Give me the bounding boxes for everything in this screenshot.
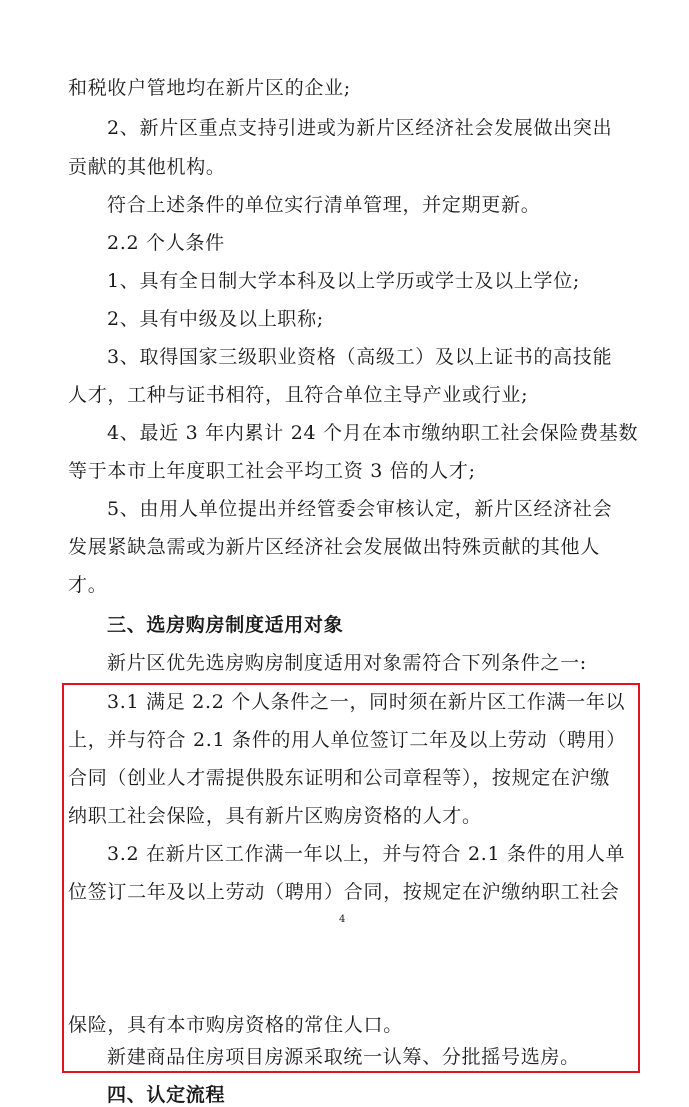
text-line: 上，并与符合 2.1 条件的用人单位签订二年及以上劳动（聘用）: [68, 729, 626, 751]
text-line: 3.2 在新片区工作满一年以上，并与符合 2.1 条件的用人单: [107, 843, 626, 865]
text-line: 位签订二年及以上劳动（聘用）合同，按规定在沪缴纳职工社会: [68, 881, 620, 903]
text-line: 5、由用人单位提出并经管委会审核认定，新片区经济社会: [107, 498, 613, 520]
text-line: 2、具有中级及以上职称;: [107, 308, 324, 330]
page-number: 4: [339, 914, 346, 925]
text-line: 发展紧缺急需或为新片区经济社会发展做出特殊贡献的其他人: [68, 536, 600, 558]
text-line: 3、取得国家三级职业资格（高级工）及以上证书的高技能: [107, 346, 613, 368]
text-line: 人才，工种与证书相符，且符合单位主导产业或行业;: [68, 384, 529, 406]
section-heading: 三、选房购房制度适用对象: [107, 614, 344, 636]
text-line: 符合上述条件的单位实行清单管理，并定期更新。: [107, 194, 541, 216]
text-line: 新建商品住房项目房源采取统一认筹、分批摇号选房。: [107, 1046, 580, 1068]
text-line: 保险，具有本市购房资格的常住人口。: [68, 1014, 403, 1036]
text-line: 贡献的其他机构。: [68, 156, 226, 178]
text-line: 纳职工社会保险，具有新片区购房资格的人才。: [68, 805, 482, 827]
text-line: 新片区优先选房购房制度适用对象需符合下列条件之一:: [107, 652, 587, 674]
text-line: 合同（创业人才需提供股东证明和公司章程等），按规定在沪缴: [68, 767, 611, 789]
text-line: 1、具有全日制大学本科及以上学历或学士及以上学位;: [107, 270, 580, 292]
text-line: 才。: [68, 574, 108, 596]
section-heading: 四、认定流程: [107, 1084, 226, 1106]
text-line: 和税收户管地均在新片区的企业;: [68, 77, 351, 99]
section-subheading: 2.2 个人条件: [107, 232, 225, 254]
text-line: 3.1 满足 2.2 个人条件之一，同时须在新片区工作满一年以: [107, 691, 626, 713]
text-line: 4、最近 3 年内累计 24 个月在本市缴纳职工社会保险费基数: [107, 422, 639, 444]
text-line: 等于本市上年度职工社会平均工资 3 倍的人才;: [68, 460, 476, 482]
text-line: 2、新片区重点支持引进或为新片区经济社会发展做出突出: [107, 117, 613, 139]
